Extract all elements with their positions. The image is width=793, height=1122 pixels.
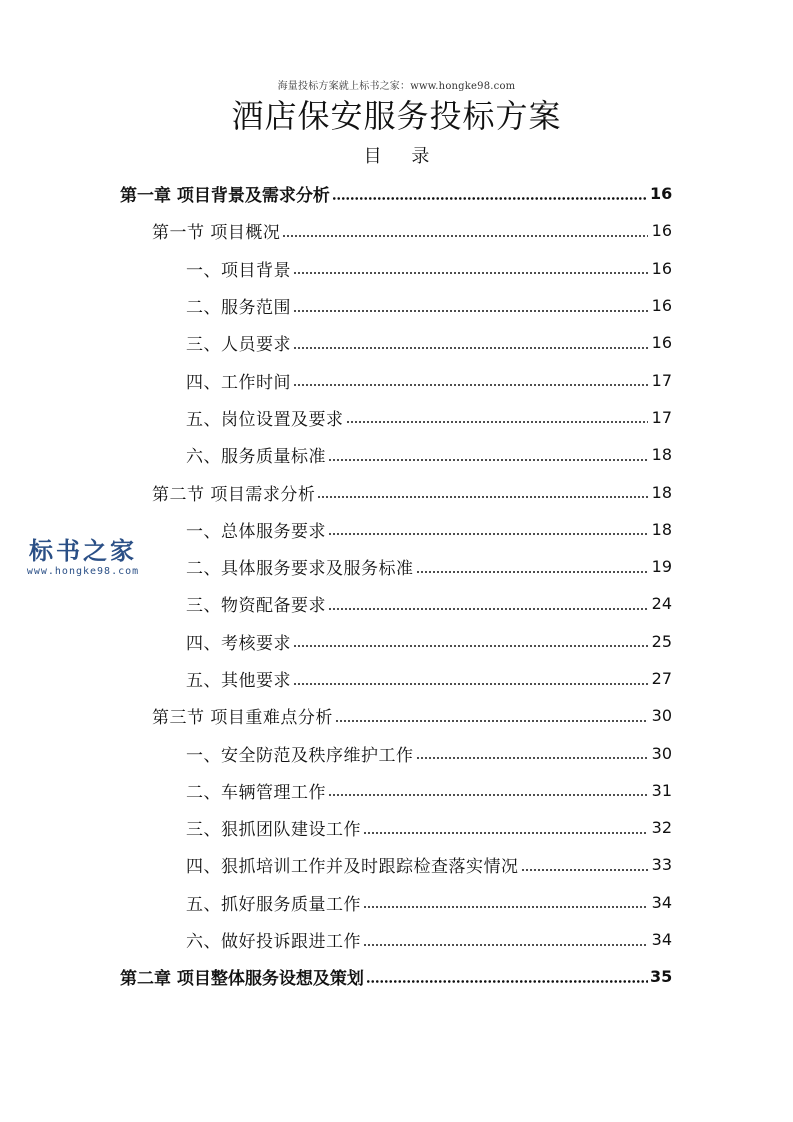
toc-entry-title: 四、狠抓培训工作并及时跟踪检查落实情况 [186,852,521,877]
toc-dot-leader [293,347,648,349]
toc-entry-title: 第二章 项目整体服务设想及策划 [120,964,366,989]
toc-subsection-entry[interactable] [0,399,793,436]
toc-entry-title: 四、工作时间 [186,368,293,393]
toc-dot-leader [366,980,648,983]
toc-dot-leader [363,832,648,834]
toc-chapter-entry[interactable] [0,175,793,212]
toc-page-number: 17 [651,370,672,390]
toc-page-number: 16 [650,184,673,204]
toc-dot-leader [521,869,649,871]
watermark-name: 标书之家 [29,537,137,565]
toc-page-number: 25 [651,631,672,651]
toc-page-number: 33 [651,855,672,875]
toc-subsection-entry[interactable] [0,250,793,287]
toc-subsection-entry[interactable] [0,921,793,958]
toc-subsection-entry[interactable] [0,623,793,660]
toc-dot-leader [293,272,648,274]
toc-page-number: 18 [651,519,672,539]
toc-section-entry[interactable] [0,697,793,734]
toc-entry-title: 三、人员要求 [186,330,293,355]
toc-dot-leader [332,197,648,200]
toc-page-number: 18 [651,482,672,502]
header-note: 海量投标方案就上标书之家：www.hongke98.com [277,81,516,92]
toc-entry-title: 二、车辆管理工作 [186,778,328,803]
toc-page-number: 19 [651,557,672,577]
toc-dot-leader [363,906,648,908]
toc-page-number: 24 [651,594,672,614]
toc-subsection-entry[interactable] [0,585,793,622]
toc-subsection-entry[interactable] [0,287,793,324]
toc-entry-title: 五、岗位设置及要求 [186,405,346,430]
toc-subsection-entry[interactable] [0,361,793,398]
toc-dot-leader [293,310,648,312]
toc-dot-leader [328,794,648,796]
toc-entry-title: 一、项目背景 [186,256,293,281]
toc-entry-title: 二、服务范围 [186,293,293,318]
toc-page-number: 31 [651,780,672,800]
toc-entry-title: 三、物资配备要求 [186,591,328,616]
toc-entry-title: 二、具体服务要求及服务标准 [186,554,416,579]
toc-page-number: 34 [651,892,672,912]
watermark-logo [8,537,158,579]
toc-page-number: 30 [651,743,672,763]
toc-dot-leader [317,496,648,498]
document-title: 酒店保安服务投标方案 [231,97,562,135]
toc-page-number: 27 [651,669,672,688]
toc-entry-title: 五、其他要求 [186,666,293,691]
toc-chapter-entry[interactable] [0,958,793,995]
toc-subsection-entry[interactable] [0,436,793,473]
toc-entry-title: 第一节 项目概况 [152,218,282,243]
toc-dot-leader [335,720,648,722]
toc-dot-leader [293,683,648,685]
toc-page-number: 30 [651,706,672,726]
toc-subsection-entry[interactable] [0,846,793,883]
toc-dot-leader [293,645,648,647]
toc-page-number: 16 [651,333,672,353]
toc-subsection-entry[interactable] [0,660,793,697]
toc-dot-leader [282,235,648,237]
toc-subsection-entry[interactable] [0,809,793,846]
toc-page-number: 16 [651,221,672,241]
toc-entry-title: 一、安全防范及秩序维护工作 [186,741,416,766]
toc-dot-leader [346,421,649,423]
toc-page-number: 18 [651,445,672,465]
toc-page-number: 16 [651,296,672,316]
toc-subsection-entry[interactable] [0,772,793,809]
toc-entry-title: 一、总体服务要求 [186,517,328,542]
toc-entry-title: 五、抓好服务质量工作 [186,890,363,915]
watermark-url: www.hongke98.com [26,566,140,577]
toc-dot-leader [363,944,648,946]
toc-page-number: 17 [651,407,672,427]
toc-page-number: 35 [650,967,673,987]
toc-page-number: 32 [651,818,672,838]
toc-section-entry[interactable] [0,473,793,510]
toc-dot-leader [416,757,649,759]
toc-entry-title: 六、做好投诉跟进工作 [186,927,363,952]
toc-dot-leader [328,533,648,535]
toc-entry-title: 四、考核要求 [186,629,293,654]
toc-entry-title: 第二节 项目需求分析 [152,480,317,505]
toc-heading: 目 录 [363,146,442,167]
toc-dot-leader [328,608,648,610]
toc-dot-leader [328,459,648,461]
toc-subsection-entry[interactable] [0,324,793,361]
toc-page-number: 34 [651,930,672,950]
table-of-contents [0,175,793,996]
toc-entry-title: 三、狠抓团队建设工作 [186,815,363,840]
toc-section-entry[interactable] [0,212,793,249]
toc-page-number: 16 [651,258,672,278]
toc-subsection-entry[interactable] [0,734,793,771]
toc-subsection-entry[interactable] [0,884,793,921]
toc-entry-title: 六、服务质量标准 [186,442,328,467]
toc-entry-title: 第一章 项目背景及需求分析 [120,181,332,206]
toc-entry-title: 第三节 项目重难点分析 [152,703,335,728]
toc-dot-leader [416,571,649,573]
toc-dot-leader [293,384,648,386]
